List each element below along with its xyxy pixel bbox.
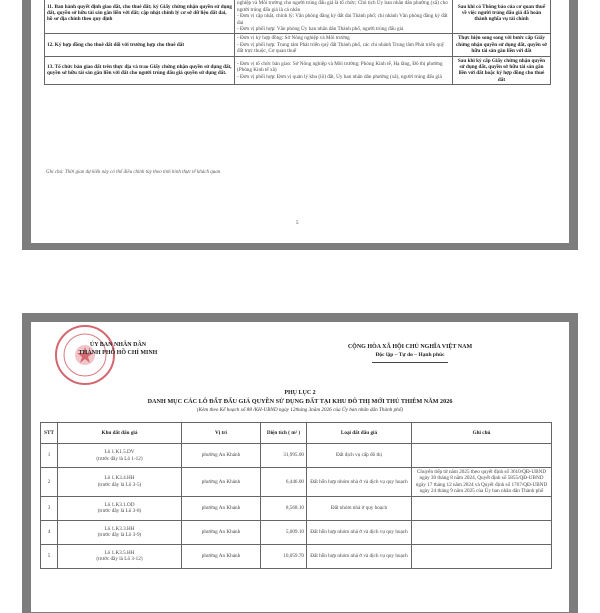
unit-line: - Đơn vị phối hợp: Trung tâm Phát triển quỹ đất Thành phố, các chi nhánh Trung tâm Phát triển quỹ đất trực thuộc, Cơ quan thuế — [237, 41, 445, 55]
step-cell: 12. Ký hợp đồng cho thuê đất đối với trường hợp cho thuê đất — [45, 34, 235, 56]
page-number: 5 — [296, 221, 299, 226]
lot-cell — [58, 520, 182, 544]
lot-lot: Lô 1.K3.3.HH — [104, 525, 135, 532]
appendix-label: PHỤ LỤC 2 — [284, 390, 316, 396]
units-cell — [235, 34, 453, 56]
area-cell: 31,995.00 — [261, 444, 307, 468]
lot-cell — [58, 496, 182, 520]
table-row — [41, 468, 552, 497]
note-cell — [412, 444, 552, 468]
time-cell: Sau khi có Thông báo của cơ quan thuế về việc người trúng đấu giá đã hoàn thành nghĩa vụ tài chính — [453, 0, 551, 34]
stt-cell: 2 — [41, 468, 58, 497]
note: Ghi chú: Thời gian dự kiến này có thể điều chỉnh tùy theo tình hình thực tế khách quan — [46, 170, 221, 175]
lot-cell — [58, 544, 182, 568]
nation-title: CỘNG HÒA XÃ HỘI CHỦ NGHĨA VIỆT NAM — [347, 344, 473, 350]
org-name-line2: THÀNH PHỐ HỒ CHÍ MINH — [78, 350, 158, 356]
step-cell: 11. Ban hành quyết định giao đất, cho thuê đất; ký Giấy chứng nhận quyền sử dụng đất, quyền sở hữu tài sản gắn liền với đất; cập nhật chỉnh lý cơ sở dữ liệu đất đai, hồ sơ địa chính theo quy định — [45, 0, 235, 34]
column-header: Loại đất đấu giá — [307, 423, 412, 444]
location-cell: phường An Khánh — [182, 544, 261, 568]
location-cell: phường An Khánh — [182, 496, 261, 520]
unit-line: - Đơn vị phối hợp: Văn phòng Ủy ban nhân dân Thành phố, người trúng đấu giá — [237, 26, 404, 33]
land-type-cell: Đất hỗn hợp nhóm nhà ở và dịch vụ quy hoạch — [307, 468, 412, 497]
stt-cell: 1 — [41, 444, 58, 468]
lot-prev: (trước đây là Lô 3-9) — [97, 532, 142, 539]
motto: Độc lập – Tự do – Hạnh phúc — [375, 352, 445, 358]
column-header: Vị trí — [182, 423, 261, 444]
column-header: Ghi chú — [412, 423, 552, 444]
column-header: Khu đất đấu giá — [58, 423, 182, 444]
area-cell: 8,568.10 — [261, 496, 307, 520]
document-title: DANH MỤC CÁC LÔ ĐẤT ĐẤU GIÁ QUYỀN SỬ DỤNG ĐẤT TẠI KHU ĐÔ THỊ MỚI THỦ THIÊM NĂM 2026 — [147, 398, 453, 405]
area-cell: 5,009.10 — [261, 520, 307, 544]
procedure-table — [44, 0, 551, 85]
units-cell — [235, 0, 453, 34]
area-cell: 10,059.70 — [261, 544, 307, 568]
location-cell: phường An Khánh — [182, 468, 261, 497]
lot-cell — [58, 444, 182, 468]
time-cell: Thực hiện song song với bước cấp Giấy chứng nhận quyền sử dụng đất, quyền sở hữu tài sản gắn liền với đất — [453, 34, 551, 56]
note-cell — [412, 544, 552, 568]
table-row — [41, 544, 552, 568]
lot-prev: (trước đây là Lô 1-12) — [96, 455, 143, 462]
document-subtitle: (Kèm theo Kế hoạch số 88 /KH-UBND ngày 12tháng 3năm 2026 của Ủy ban nhân dân Thành phố) — [196, 407, 404, 413]
column-header: Diện tích ( m² ) — [261, 423, 307, 444]
unit-line: - Đơn vị tổ chức bàn giao: Sở Nông nghiệp và Môi trường; Phòng Kinh tế, Hạ tầng, Đô thị phường (Phòng Kinh tế xã) — [237, 60, 443, 74]
unit-line: - Đơn vị phối hợp: Đơn vị quản lý khu (lô) đất, Ủy ban nhân dân phường (xã), người trúng đấu giá — [237, 73, 442, 80]
lot-lot: Lô 1.K3.1.OD — [104, 501, 135, 508]
location-cell: phường An Khánh — [182, 520, 261, 544]
lot-lot: Lô 1.K3.4.HH — [104, 475, 135, 482]
stt-cell: 4 — [41, 520, 58, 544]
table-row — [41, 520, 552, 544]
column-header: STT — [41, 423, 58, 444]
org-name-line1: ỦY BAN NHÂN DÂN — [89, 342, 147, 348]
land-type-cell: Đất dịch vụ cấp đô thị — [307, 444, 412, 468]
step-cell: 13. Tổ chức bàn giao đất trên thực địa và trao Giấy chứng nhận quyền sử dụng đất, quyền sở hữu tài sản gắn liền với đất cho người trúng đấu giá quyền sử dụng đất. — [45, 56, 235, 85]
land-type-cell: Đất hỗn hợp nhóm nhà ở và dịch vụ quy hoạch — [307, 520, 412, 544]
location-cell: phường An Khánh — [182, 444, 261, 468]
area-cell: 6,446.00 — [261, 468, 307, 497]
table-row — [41, 496, 552, 520]
auction-lots-table — [40, 422, 552, 569]
note-cell — [412, 520, 552, 544]
lot-lot: Lô 1.K1.5.DV — [104, 449, 135, 456]
lot-prev: (trước đây là Lô 3-8) — [97, 508, 142, 515]
procedure-row — [45, 0, 551, 34]
note-cell — [412, 496, 552, 520]
stt-cell: 5 — [41, 544, 58, 568]
land-type-cell: Đất hỗn hợp nhóm nhà ở và dịch vụ quy hoạch — [307, 544, 412, 568]
procedure-row — [45, 56, 551, 85]
lot-lot: Lô 1.K3.5.HH — [104, 549, 135, 556]
motto-underline — [372, 362, 448, 363]
lot-prev: (trước đây là Lô 3-12) — [96, 556, 143, 563]
stt-cell: 3 — [41, 496, 58, 520]
procedure-row — [45, 34, 551, 56]
lot-cell — [58, 468, 182, 497]
unit-line: - Đơn vị cập nhật, chỉnh lý: Văn phòng đăng ký đất đai Thành phố; chi nhánh Văn phòng đăng ký đất đai — [237, 13, 448, 26]
unit-line: - Đơn vị ký hợp đồng: Sở Nông nghiệp và Môi trường — [237, 35, 350, 42]
units-cell — [235, 56, 453, 85]
land-type-cell: Đất nhóm nhà ở quy hoạch — [307, 496, 412, 520]
time-cell: Sau khi ký cấp Giấy chứng nhận quyền sử dụng đất, quyền sở hữu tài sản gắn liền với đất hoặc ký hợp đồng cho thuê đất — [453, 56, 551, 85]
table-row — [41, 444, 552, 468]
unit-line: nghiệp và Môi trường cho người trúng đấu giá là tổ chức; Chủ tịch Ủy ban nhân dân phường (xã) cho người trúng đấu giá là cá nhân — [237, 0, 448, 13]
note-cell: Chuyển tiếp từ năm 2025 theo quyết định số 3610/QĐ-UBND ngày 30 tháng 8 năm 2024, Quyết định số 5855/QĐ-UBND ngày 17 tháng 12 năm 2024 và Quyết định số 1767/QĐ-UBND ngày 24 tháng 9 năm 2025 của Ủy ban nhân dân Thành phố — [412, 468, 552, 497]
lot-prev: (trước đây là Lô 3-5) — [97, 481, 142, 488]
